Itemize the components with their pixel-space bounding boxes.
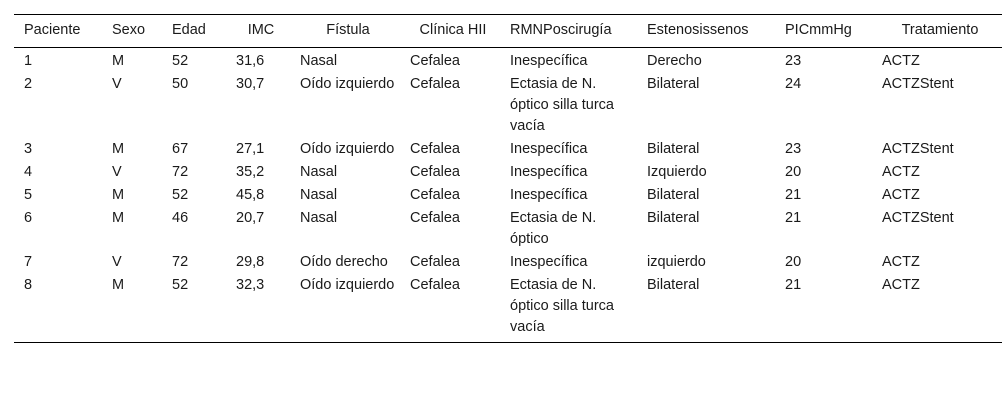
header-sexo: Sexo — [102, 15, 162, 48]
cell-edad: 52 — [162, 274, 226, 343]
cell-sexo: V — [112, 254, 122, 270]
cell-tratamiento: ACTZ — [882, 187, 920, 203]
cell-fistula: Nasal — [300, 164, 338, 180]
cell-sexo: V — [112, 76, 122, 92]
cell-pic-mmhg: 21 — [785, 187, 802, 203]
cell-fistula: Oído izquierdo — [290, 274, 400, 343]
cell-sexo: V — [112, 164, 122, 180]
cell-paciente: 3 — [24, 141, 33, 157]
cell-paciente: 7 — [24, 254, 33, 270]
cell-paciente: 6 — [24, 210, 33, 226]
table-row — [14, 73, 1002, 138]
patients-table — [14, 14, 1002, 343]
cell-tratamiento: ACTZStent — [882, 76, 954, 92]
cell-tratamiento: ACTZ — [882, 53, 920, 69]
cell-imc: 27,1 — [236, 141, 265, 157]
header-tratamiento: Tratamiento — [872, 15, 1002, 48]
cell-fistula: Nasal — [300, 210, 338, 226]
table-row — [14, 251, 1002, 274]
cell-rmn-poscirugia: Ectasia de N. óptico silla turca vacía — [510, 76, 614, 134]
cell-clinica-hii: Cefalea — [410, 187, 460, 203]
cell-tratamiento: ACTZStent — [882, 141, 954, 157]
cell-sexo: M — [102, 274, 162, 343]
cell-imc: 45,8 — [236, 187, 265, 203]
cell-paciente: 8 — [14, 274, 102, 343]
cell-rmn-poscirugia: Inespecífica — [510, 164, 588, 180]
cell-tratamiento: ACTZ — [882, 164, 920, 180]
cell-fistula: Nasal — [300, 187, 338, 203]
header-clinica-hii: Clínica HII — [400, 15, 500, 48]
cell-pic-mmhg: 21 — [775, 274, 872, 343]
cell-estenosis-senos: Bilateral — [637, 274, 775, 343]
cell-edad: 50 — [172, 76, 189, 92]
table-row — [14, 48, 1002, 74]
cell-imc: 20,7 — [236, 210, 265, 226]
cell-sexo: M — [112, 210, 125, 226]
cell-estenosis-senos: Bilateral — [647, 210, 700, 226]
cell-clinica-hii: Cefalea — [410, 141, 460, 157]
cell-paciente: 5 — [24, 187, 33, 203]
table-row — [14, 138, 1002, 161]
table-row — [14, 207, 1002, 251]
cell-estenosis-senos: Bilateral — [647, 187, 700, 203]
cell-tratamiento: ACTZStent — [882, 210, 954, 226]
cell-estenosis-senos: izquierdo — [647, 254, 706, 270]
header-imc: IMC — [226, 15, 290, 48]
cell-estenosis-senos: Bilateral — [647, 141, 700, 157]
table-header-row — [14, 15, 1002, 48]
cell-pic-mmhg: 21 — [785, 210, 802, 226]
cell-rmn-poscirugia: Inespecífica — [510, 53, 588, 69]
cell-pic-mmhg: 23 — [785, 53, 802, 69]
header-estenosis-senos: Estenosissenos — [637, 15, 775, 48]
cell-fistula: Oído izquierdo — [300, 141, 395, 157]
cell-pic-mmhg: 23 — [785, 141, 802, 157]
cell-rmn-poscirugia: Ectasia de N. óptico silla turca vacía — [500, 274, 637, 343]
cell-edad: 52 — [172, 187, 189, 203]
cell-clinica-hii: Cefalea — [410, 254, 460, 270]
cell-fistula: Oído izquierdo — [300, 76, 395, 92]
cell-imc: 31,6 — [236, 53, 265, 69]
table-row — [14, 274, 1002, 343]
cell-fistula: Oído derecho — [300, 254, 388, 270]
cell-edad: 52 — [172, 53, 189, 69]
cell-sexo: M — [112, 187, 125, 203]
cell-edad: 46 — [172, 210, 189, 226]
header-rmn-poscirugia: RMNPoscirugía — [500, 15, 637, 48]
cell-sexo: M — [112, 141, 125, 157]
header-pic-mmhg: PICmmHg — [775, 15, 872, 48]
table-row — [14, 161, 1002, 184]
cell-clinica-hii: Cefalea — [410, 53, 460, 69]
cell-rmn-poscirugia: Inespecífica — [510, 141, 588, 157]
cell-rmn-poscirugia: Inespecífica — [510, 187, 588, 203]
cell-paciente: 2 — [24, 76, 33, 92]
header-paciente: Paciente — [14, 15, 102, 48]
cell-rmn-poscirugia: Inespecífica — [510, 254, 588, 270]
cell-estenosis-senos: Bilateral — [647, 76, 700, 92]
cell-clinica-hii: Cefalea — [410, 76, 460, 92]
cell-imc: 35,2 — [236, 164, 265, 180]
cell-edad: 67 — [172, 141, 189, 157]
header-edad: Edad — [162, 15, 226, 48]
cell-estenosis-senos: Derecho — [647, 53, 702, 69]
cell-rmn-poscirugia: Ectasia de N. óptico — [510, 210, 597, 247]
cell-pic-mmhg: 20 — [785, 164, 802, 180]
cell-clinica-hii: Cefalea — [400, 274, 500, 343]
patients-table-container — [14, 14, 1002, 343]
cell-imc: 30,7 — [236, 76, 265, 92]
table-row — [14, 184, 1002, 207]
cell-paciente: 4 — [24, 164, 33, 180]
cell-imc: 32,3 — [226, 274, 290, 343]
cell-edad: 72 — [172, 254, 189, 270]
header-fistula: Fístula — [290, 15, 400, 48]
cell-tratamiento: ACTZ — [872, 274, 1002, 343]
cell-estenosis-senos: Izquierdo — [647, 164, 707, 180]
cell-imc: 29,8 — [236, 254, 265, 270]
cell-clinica-hii: Cefalea — [410, 164, 460, 180]
cell-clinica-hii: Cefalea — [410, 210, 460, 226]
cell-pic-mmhg: 20 — [785, 254, 802, 270]
cell-pic-mmhg: 24 — [785, 76, 802, 92]
cell-paciente: 1 — [24, 53, 33, 69]
cell-edad: 72 — [172, 164, 189, 180]
cell-tratamiento: ACTZ — [882, 254, 920, 270]
cell-fistula: Nasal — [300, 53, 338, 69]
cell-sexo: M — [112, 53, 125, 69]
